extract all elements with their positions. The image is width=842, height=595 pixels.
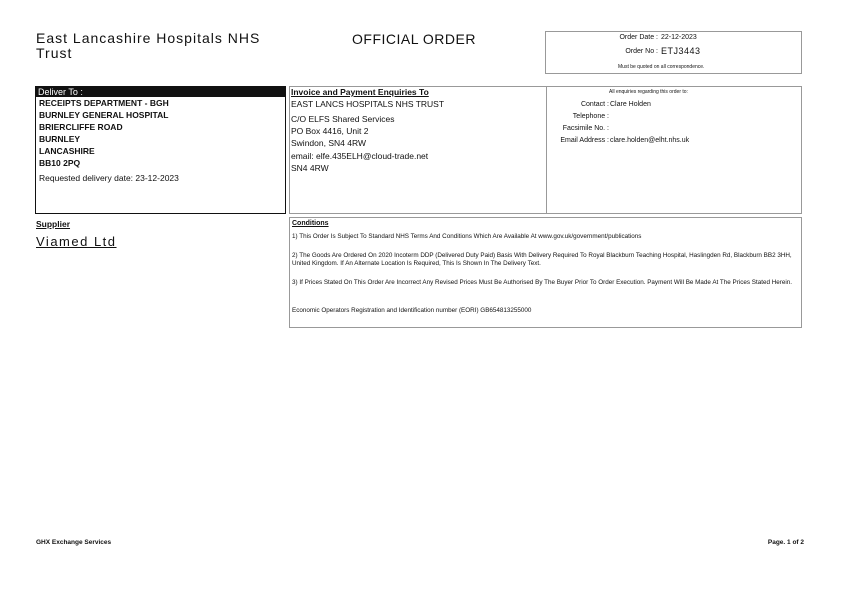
invoice-box	[289, 86, 802, 214]
contact-value: Clare Holden	[610, 101, 651, 108]
contact-label: Contact :	[580, 101, 609, 108]
deliver-line-3: BRIERCLIFFE ROAD	[39, 122, 123, 132]
invoice-line-5: email: elfe.435ELH@cloud-trade.net	[291, 151, 429, 161]
supplier-name: Viamed Ltd	[36, 234, 117, 249]
deliver-line-2: BURNLEY GENERAL HOSPITAL	[39, 110, 169, 120]
deliver-line-4: BURNLEY	[39, 134, 81, 144]
email-value: clare.holden@elht.nhs.uk	[610, 137, 690, 144]
invoice-line-6: SN4 4RW	[291, 163, 329, 173]
invoice-line-1: EAST LANCS HOSPITALS NHS TRUST	[291, 99, 445, 109]
invoice-line-2: C/O ELFS Shared Services	[291, 114, 395, 124]
deliver-line-6: BB10 2PQ	[39, 158, 81, 168]
requested-delivery-date: Requested delivery date: 23-12-2023	[39, 173, 179, 183]
invoice-line-4: Swindon, SN4 4RW	[291, 138, 366, 148]
conditions-heading: Conditions	[292, 220, 329, 227]
conditions-box	[289, 217, 802, 328]
deliver-line-1: RECEIPTS DEPARTMENT - BGH	[39, 98, 169, 108]
enquiries-note: All enquiries regarding this order to:	[609, 89, 688, 95]
order-details-box	[545, 31, 802, 74]
deliver-to-heading: Deliver To :	[36, 87, 285, 97]
document-title: OFFICIAL ORDER	[352, 31, 476, 47]
order-number-value: ETJ3443	[661, 46, 701, 56]
invoice-heading: Invoice and Payment Enquiries To	[291, 87, 429, 97]
invoice-line-3: PO Box 4416, Unit 2	[291, 126, 369, 136]
order-date-label: Order Date :	[619, 34, 658, 41]
order-note: Must be quoted on all correspondence.	[618, 64, 705, 70]
page-number: Page. 1 of 2	[767, 539, 804, 546]
enquiries-box	[546, 87, 802, 213]
condition-3: 3) If Prices Stated On This Order Are Incorrect Any Revised Prices Must Be Authorised By The Buyer Prior To Order Execution. Payment Will Be Made At The Prices Stated Herein.	[292, 279, 793, 286]
footer-service-name: GHX Exchange Services	[36, 539, 112, 546]
supplier-heading: Supplier	[36, 219, 71, 229]
order-date-value: 22-12-2023	[661, 34, 697, 41]
condition-1: 1) This Order Is Subject To Standard NHS Terms And Conditions Which Are Available At www.gov.uk/government/publications	[292, 233, 642, 240]
deliver-to-box	[35, 86, 286, 214]
fax-label: Facsimile No. :	[562, 125, 609, 132]
organisation-name: East Lancashire Hospitals NHS Trust	[36, 30, 261, 61]
condition-2: 2) The Goods Are Ordered On 2020 Incoterm DDP (Delivered Duty Paid) Basis With Delivery Required To Royal Blackburn Teaching Hospital, Haslingden Rd, Blackburn BB2 3HH, United Kingdom. If An Alternate Location Is Required, This Is Shown In The Delivery Text.	[292, 252, 792, 267]
order-number-label: Order No :	[625, 48, 658, 55]
deliver-line-5: LANCASHIRE	[39, 146, 95, 156]
eori-number: Economic Operators Registration and Identification number (EORI) GB654813255000	[292, 307, 532, 314]
telephone-label: Telephone :	[572, 113, 609, 120]
email-label: Email Address :	[560, 137, 609, 144]
